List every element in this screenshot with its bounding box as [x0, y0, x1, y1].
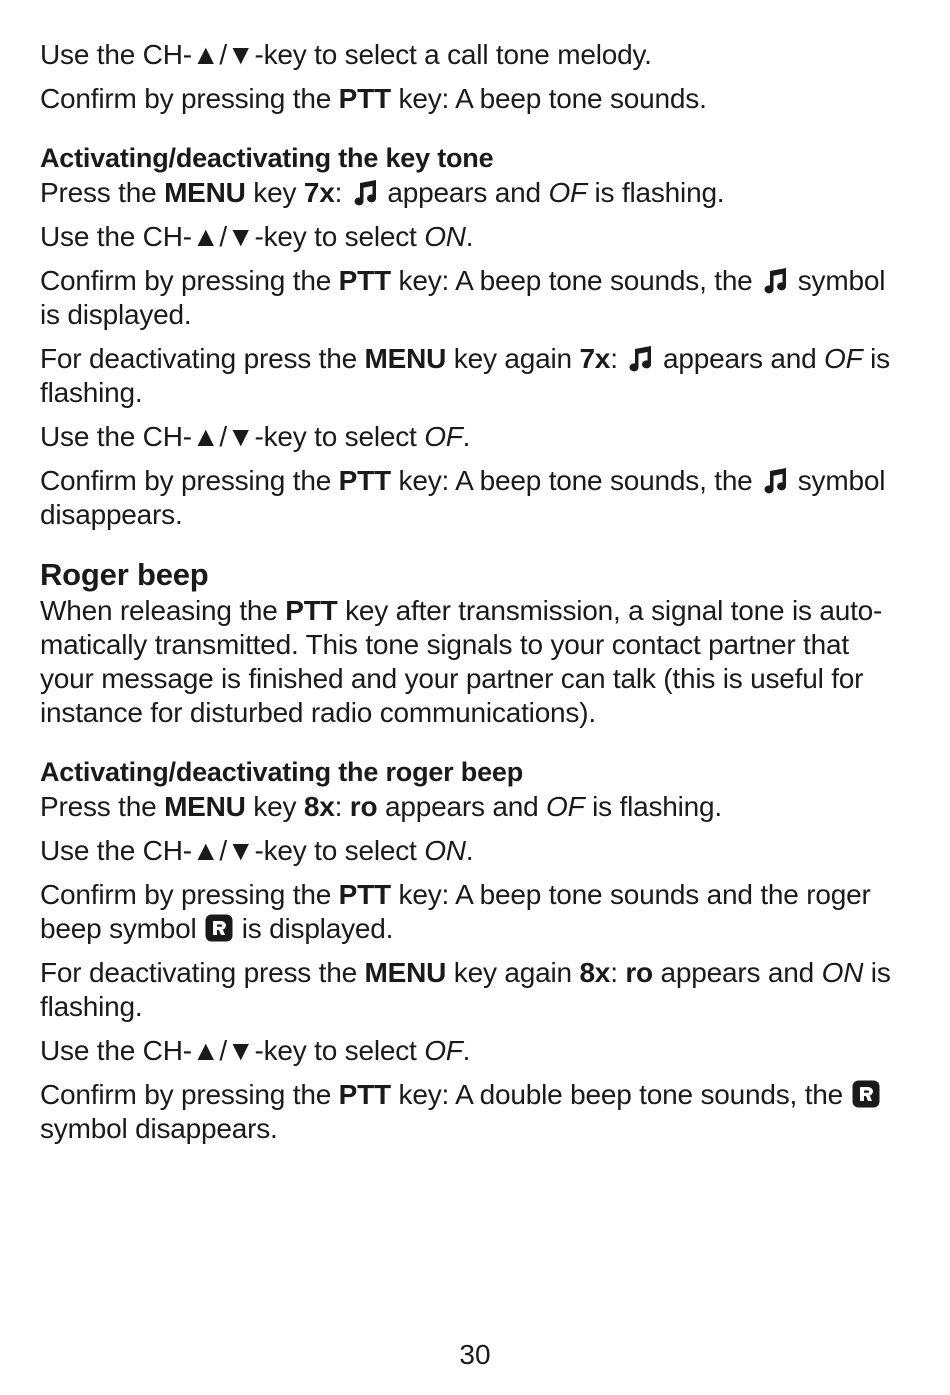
text: key again [446, 343, 580, 374]
display-value: ON [821, 957, 864, 988]
display-value: ON [424, 221, 466, 252]
text: symbol disappears. [40, 1113, 278, 1144]
roger-beep-title: Roger beep [40, 557, 209, 592]
text: symbol is displayed. [40, 265, 886, 330]
text: is flashing. [586, 177, 725, 208]
text: For deactivating press the [40, 957, 365, 988]
press-count: 7x [303, 177, 335, 208]
display-value: OF [548, 177, 587, 208]
text: key: A beep tone sounds, the [390, 465, 761, 496]
music-note-icon [760, 265, 790, 295]
roger-step-1 [40, 790, 910, 824]
text: -key to select a call tone melody. [254, 39, 652, 70]
text: -key to select [254, 421, 425, 452]
text: Use the CH- [40, 39, 192, 70]
roger-step-4 [40, 956, 910, 1024]
roger-step-6 [40, 1078, 910, 1146]
text: Press the [40, 791, 165, 822]
manual-page [40, 38, 910, 1156]
key-name: PTT [338, 465, 391, 496]
press-count: 7x [579, 343, 611, 374]
text: key: A beep tone sounds and the roger beep symbol [40, 879, 871, 944]
text: key after transmission, a signal tone is auto-matically transmitted. This tone signals to your contact partner that your message is finished and your partner can talk (this is useful for instance for disturbed radio communications). [40, 595, 883, 728]
display-value: OF [424, 1035, 463, 1066]
text: Confirm by pressing the [40, 465, 339, 496]
roger-beep-intro [40, 594, 910, 730]
text: key [245, 177, 304, 208]
up-down-arrows: ▲/▼ [191, 421, 255, 452]
key-tone-step-4 [40, 342, 910, 410]
text: Use the CH- [40, 1035, 192, 1066]
text: Confirm by pressing the [40, 879, 339, 910]
text: Confirm by pressing the [40, 83, 339, 114]
up-down-arrows: ▲/▼ [191, 39, 255, 70]
key-tone-heading: Activating/deactivating the key tone [40, 143, 494, 173]
music-note-icon [350, 177, 380, 207]
text: . [462, 1035, 471, 1066]
key-name: MENU [364, 343, 447, 374]
text: : [610, 957, 626, 988]
text: . [465, 835, 474, 866]
press-count: 8x [303, 791, 335, 822]
page-number: 30 [459, 1339, 491, 1370]
display-value: OF [824, 343, 863, 374]
text: is flashing. [584, 791, 722, 822]
text: Press the [40, 177, 165, 208]
key-tone-step-6 [40, 464, 910, 532]
display-value: ON [424, 835, 466, 866]
roger-beep-icon [204, 913, 234, 943]
roger-step-5 [40, 1034, 910, 1068]
text: -key to select [254, 221, 425, 252]
melody-select-instruction [40, 38, 910, 72]
text: key again [446, 957, 580, 988]
melody-confirm-instruction [40, 82, 910, 116]
text: : [334, 791, 350, 822]
text: : [334, 177, 343, 208]
key-tone-step-5 [40, 420, 910, 454]
text: Use the CH- [40, 835, 192, 866]
text: key: A beep tone sounds, the [390, 265, 761, 296]
key-name: PTT [338, 879, 391, 910]
up-down-arrows: ▲/▼ [191, 221, 255, 252]
up-down-arrows: ▲/▼ [191, 835, 255, 866]
text: When releasing the [40, 595, 286, 626]
text: Confirm by pressing the [40, 265, 339, 296]
press-count: 8x [579, 957, 611, 988]
text: symbol disappears. [40, 465, 886, 530]
key-name: MENU [164, 177, 246, 208]
text: . [462, 421, 471, 452]
text: -key to select [254, 835, 425, 866]
text: is flashing. [40, 343, 890, 408]
key-tone-step-3 [40, 264, 910, 332]
key-name: PTT [338, 265, 391, 296]
text: Use the CH- [40, 421, 192, 452]
text: key [245, 791, 304, 822]
key-name: MENU [364, 957, 447, 988]
music-note-icon [625, 343, 655, 373]
text: key: A double beep tone sounds, the [390, 1079, 851, 1110]
text: appears and [379, 177, 549, 208]
text: -key to select [254, 1035, 425, 1066]
text: appears and [652, 957, 822, 988]
display-code: ro [625, 957, 653, 988]
display-value: OF [546, 791, 585, 822]
text: appears and [377, 791, 547, 822]
key-name: MENU [164, 791, 246, 822]
text: : [610, 343, 618, 374]
text: appears and [655, 343, 825, 374]
display-value: OF [424, 421, 463, 452]
text: is displayed. [234, 913, 394, 944]
text: Confirm by pressing the [40, 1079, 339, 1110]
roger-step-2 [40, 834, 910, 868]
roger-beep-heading: Activating/deactivating the roger beep [40, 757, 524, 787]
text: Use the CH- [40, 221, 192, 252]
key-name: PTT [338, 1079, 391, 1110]
up-down-arrows: ▲/▼ [191, 1035, 255, 1066]
roger-beep-icon [851, 1079, 881, 1109]
music-note-icon [760, 465, 790, 495]
text: . [465, 221, 474, 252]
text: is flashing. [40, 957, 891, 1022]
key-tone-step-2 [40, 220, 910, 254]
text: key: A beep tone sounds. [390, 83, 707, 114]
key-name: PTT [285, 595, 338, 626]
roger-step-3 [40, 878, 910, 946]
key-name: PTT [338, 83, 391, 114]
key-tone-step-1 [40, 176, 910, 210]
display-code: ro [349, 791, 378, 822]
text: For deactivating press the [40, 343, 365, 374]
